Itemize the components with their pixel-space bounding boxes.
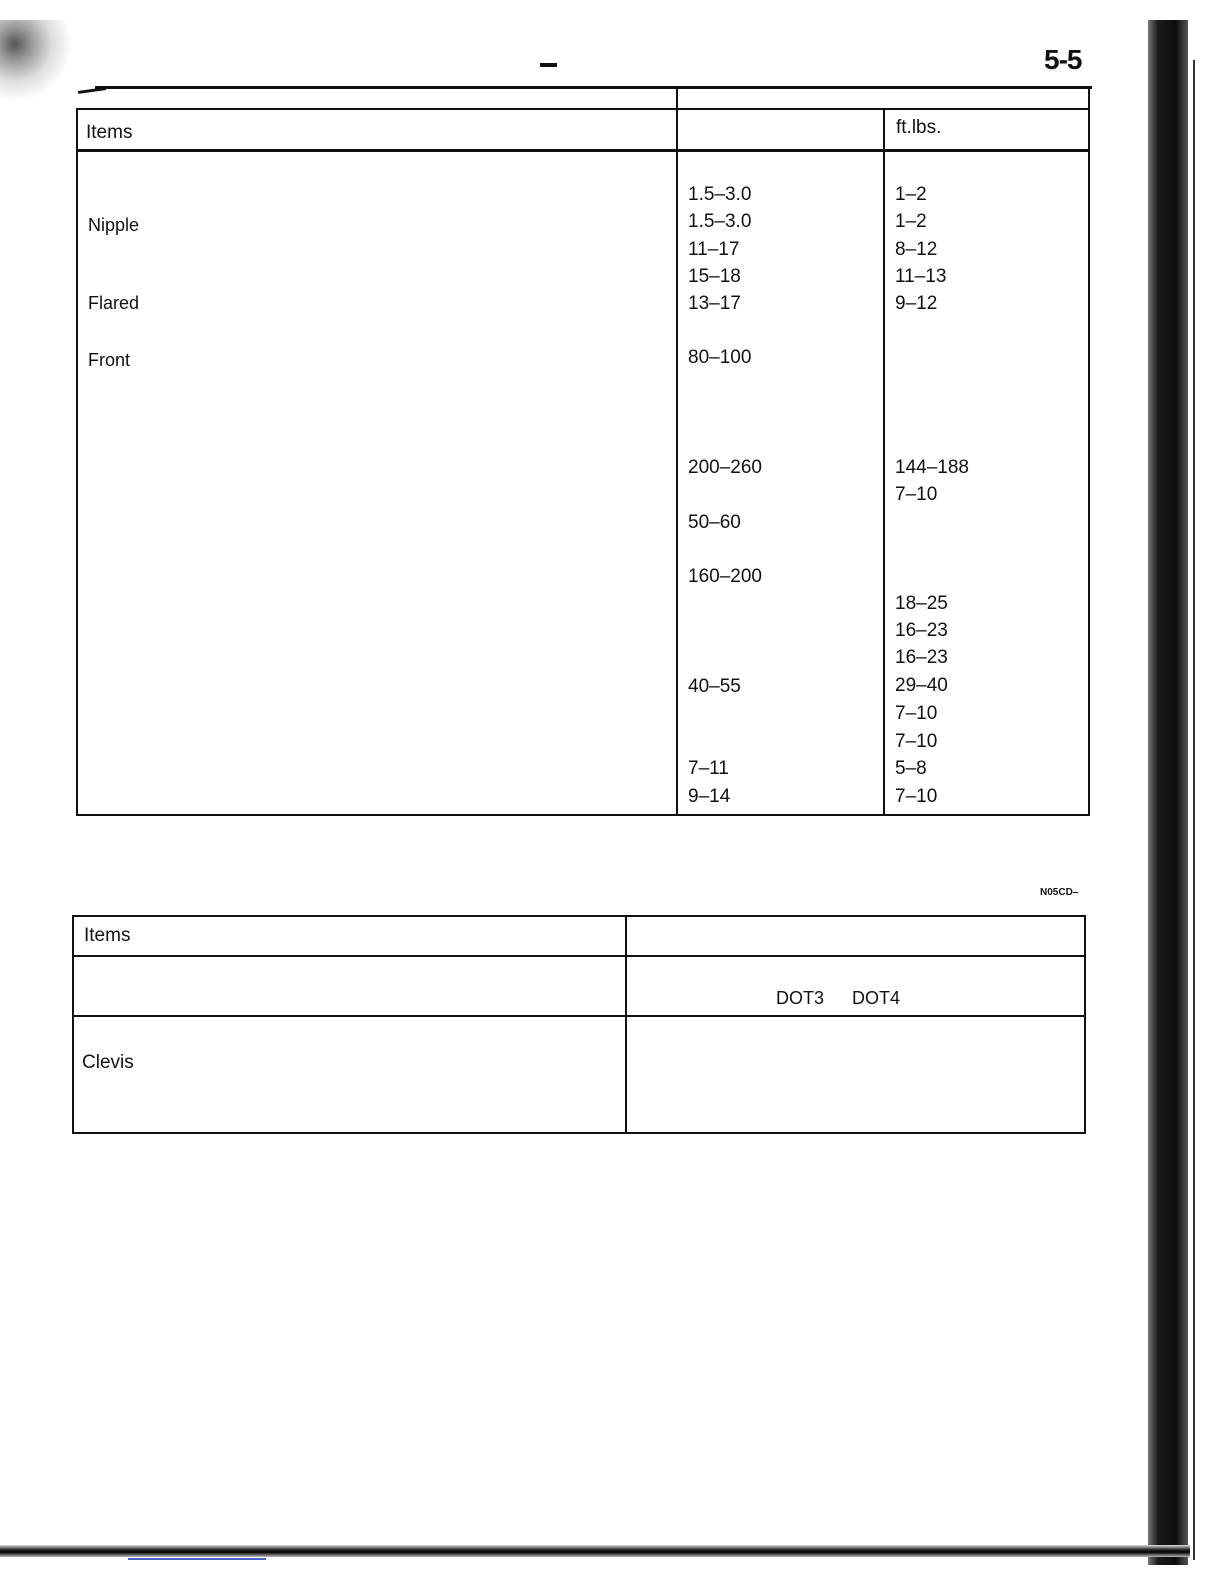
table1-nm-value: 1.5–3.0	[688, 211, 752, 232]
table1-nm-value: 11–17	[688, 239, 740, 260]
table1-ft-value: 7–10	[895, 731, 938, 752]
page-number: 5-5	[1044, 44, 1082, 75]
table1-nm-value: 7–11	[688, 758, 729, 779]
table1-ft-value: 5–8	[895, 758, 927, 779]
table1-label-front: Front	[88, 350, 131, 370]
table1-ft-value: 1–2	[895, 184, 927, 205]
header-rule	[95, 86, 1092, 89]
table2-label-clevis: Clevis	[82, 1052, 134, 1073]
table1-ft-value: 1–2	[895, 211, 927, 232]
table1-ft-value: 8–12	[895, 239, 938, 260]
header-dash	[540, 63, 557, 67]
table2-fluid-dot3: DOT3	[776, 988, 825, 1008]
table1-border-top	[76, 108, 1090, 110]
table1-nm-value: 50–60	[688, 512, 741, 533]
table1-divider-2	[883, 110, 885, 816]
table2-header-rule	[72, 955, 1086, 957]
table2-border-right	[1084, 916, 1086, 1134]
table1-nm-value: 80–100	[688, 347, 752, 368]
scan-edge-shadow	[1148, 20, 1188, 1565]
table1-border-right	[1088, 89, 1090, 816]
table1-border-bottom	[76, 814, 1090, 816]
table1-nm-value: 200–260	[688, 457, 762, 478]
table1-nm-value: 13–17	[688, 293, 741, 314]
table1-label-nipple: Nipple	[88, 215, 140, 235]
table2-divider	[625, 916, 627, 1134]
table1-ft-value: 11–13	[895, 266, 947, 287]
scan-bottom-blue-line	[128, 1558, 266, 1560]
table2-header-items: Items	[84, 925, 131, 946]
table1-header-rule	[76, 149, 1090, 152]
header-tick	[78, 87, 106, 94]
table1-divider-1	[676, 89, 678, 816]
scan-edge-line	[1193, 60, 1195, 1560]
table2-border-bottom	[72, 1132, 1086, 1134]
table1-ft-value: 9–12	[895, 293, 938, 314]
reference-code: N05CD–	[1040, 887, 1079, 898]
table1-ft-value: 18–25	[895, 593, 948, 614]
scan-corner-artifact	[0, 20, 75, 100]
table1-nm-value: 9–14	[688, 786, 731, 807]
table1-nm-value: 160–200	[688, 566, 762, 587]
table1-border-left	[76, 110, 78, 816]
table1-label-flared: Flared	[88, 293, 140, 313]
table1-ft-value: 144–188	[895, 457, 969, 478]
table1-ft-value: 7–10	[895, 786, 938, 807]
table2-row-rule	[72, 1015, 1086, 1017]
scan-bottom-artifact	[0, 1545, 1190, 1557]
table2-border-top	[72, 915, 1086, 917]
table1-header-items: Items	[86, 122, 133, 143]
table1-nm-value: 15–18	[688, 266, 741, 287]
table2-fluid-dot4: DOT4	[852, 988, 901, 1008]
table1-ft-value: 16–23	[895, 620, 948, 641]
table1-nm-value: 1.5–3.0	[688, 184, 752, 205]
table2-border-left	[72, 916, 74, 1134]
table1-ft-value: 7–10	[895, 703, 938, 724]
table1-nm-value: 40–55	[688, 676, 741, 697]
table1-header-ft-lbs: ft.lbs.	[896, 117, 942, 138]
table1-ft-value: 7–10	[895, 484, 938, 505]
table1-ft-value: 29–40	[895, 675, 948, 696]
table1-ft-value: 16–23	[895, 647, 948, 668]
